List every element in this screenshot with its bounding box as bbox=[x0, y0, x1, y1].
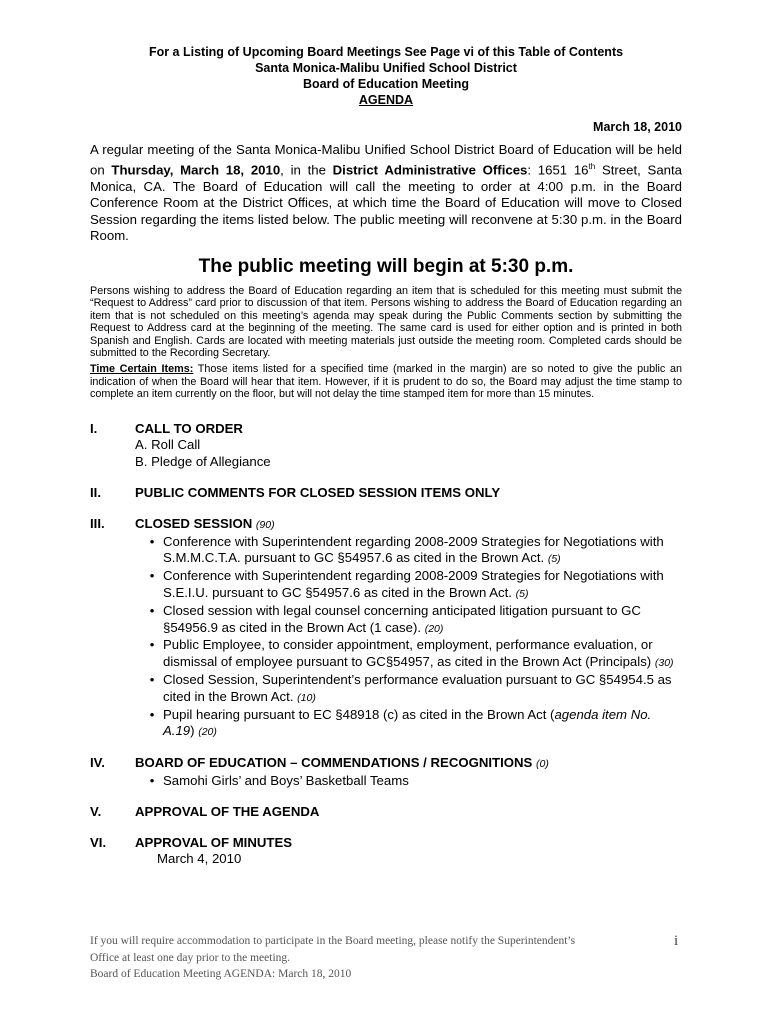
item-minutes: (5) bbox=[515, 587, 529, 600]
section-commendations bbox=[90, 755, 682, 790]
section-title: PUBLIC COMMENTS FOR CLOSED SESSION ITEMS ONLY bbox=[135, 485, 501, 500]
section-number: I. bbox=[90, 420, 98, 436]
time-certain-paragraph bbox=[90, 363, 682, 400]
header-line-2: Santa Monica-Malibu Unified School District bbox=[255, 61, 517, 75]
intro-bold-location: District Administrative Offices bbox=[332, 161, 528, 177]
pledge-item: B. Pledge of Allegiance bbox=[135, 454, 271, 470]
section-public-comments bbox=[90, 485, 682, 502]
intro-text-1: A regular meeting of the Santa Monica-Malibu Unified School District Board of Education will be held on bbox=[90, 142, 682, 177]
item-italic-ref: agenda item No. A.19 bbox=[163, 706, 652, 739]
agenda-title: AGENDA bbox=[358, 93, 414, 107]
item-minutes: (20) bbox=[198, 726, 217, 739]
section-minutes: (90) bbox=[255, 518, 275, 531]
header bbox=[90, 44, 682, 108]
section-number: V. bbox=[90, 803, 102, 819]
minutes-date: March 4, 2010 bbox=[157, 851, 242, 867]
intro-text-2: , in the bbox=[280, 161, 333, 177]
section-title: CLOSED SESSION bbox=[135, 515, 253, 531]
section-title: APPROVAL OF THE AGENDA bbox=[135, 803, 320, 819]
commendations-list bbox=[135, 773, 682, 790]
list-item: • Samohi Girls’ and Boys’ Basketball Teams bbox=[149, 772, 409, 788]
section-number: VI. bbox=[90, 834, 107, 850]
time-certain-text: Those items listed for a specified time (marked in the margin) are so noted to give the public an indication of when the Board will hear that item. However, if it is prudent to do so, the Board may adjust the time stamp to complete an item currently on the floor, but will not delay the time stamped item for more than 15 minutes. bbox=[90, 363, 682, 401]
list-item: • Public Employee, to consider appointment, employment, performance evaluation, or dismissal of employee pursuant to GC§54957, as cited in the Brown Act (Principals) (30) bbox=[149, 637, 674, 670]
persons-paragraph: Persons wishing to address the Board of Education regarding an item that is scheduled for this meeting must submit the “Request to Address” card prior to discussion of that item. Persons wishing to address the Board of Education regarding an item that is not scheduled on this meeting’s agenda may speak during the Public Comments section by submitting the Request to Address card at the beginning of the meeting. The same card is used for either option and is printed in both Spanish and English. Cards are located with meeting materials just outside the meeting room. Completed cards should be submitted to the Recording Secretary. bbox=[90, 284, 682, 359]
meeting-date: March 18, 2010 bbox=[593, 120, 682, 134]
agenda-page bbox=[90, 44, 682, 868]
intro-text-3: : 1651 16 bbox=[527, 161, 589, 177]
page-number: i bbox=[674, 933, 679, 949]
item-text: Closed session with legal counsel concerning anticipated litigation pursuant to GC §54956.9 as cited in the Brown Act (1 case). bbox=[163, 602, 641, 635]
item-text: Pupil hearing pursuant to EC §48918 (c) as cited in the Brown Act ( bbox=[163, 706, 555, 722]
intro-bold-date: Thursday, March 18, 2010 bbox=[111, 161, 281, 177]
item-text: Conference with Superintendent regarding 2008-2009 Strategies for Negotiations with S.E.I.U. pursuant to GC §54957.6 as cited in the Brown Act. bbox=[163, 568, 664, 600]
item-text: Conference with Superintendent regarding 2008-2009 Strategies for Negotiations with S.M.M.C.T.A. pursuant to GC §54957.6 as cited in the Brown Act. bbox=[163, 533, 664, 566]
section-title: APPROVAL OF MINUTES bbox=[135, 834, 293, 850]
section-minutes: (0) bbox=[536, 758, 549, 771]
list-item: • Conference with Superintendent regarding 2008-2009 Strategies for Negotiations with S.M.M.C.T.A. pursuant to GC §54957.6 as cited in the Brown Act. (5) bbox=[149, 533, 664, 566]
footer-line-3: Board of Education Meeting AGENDA: March 18, 2010 bbox=[90, 968, 352, 980]
section-number: IV. bbox=[90, 755, 105, 771]
section-call-to-order bbox=[90, 421, 682, 471]
section-closed-session bbox=[90, 516, 682, 741]
item-minutes: (10) bbox=[297, 691, 316, 704]
intro-paragraph bbox=[90, 142, 682, 245]
section-number: III. bbox=[90, 515, 105, 531]
roll-call-item: A. Roll Call bbox=[135, 437, 201, 453]
header-line-3: Board of Education Meeting bbox=[303, 77, 469, 91]
item-text: Samohi Girls’ and Boys’ Basketball Teams bbox=[163, 772, 409, 788]
item-minutes: (30) bbox=[654, 657, 674, 670]
list-item: • Closed session with legal counsel concerning anticipated litigation pursuant to GC §54956.9 as cited in the Brown Act (1 case). (20) bbox=[149, 602, 641, 635]
list-item: • Closed Session, Superintendent’s performance evaluation pursuant to GC §54954.5 as cited in the Brown Act. (10) bbox=[149, 671, 672, 704]
section-approval-minutes bbox=[90, 835, 682, 869]
item-text-close: ) bbox=[190, 723, 195, 739]
header-line-1: For a Listing of Upcoming Board Meetings See Page vi of this Table of Contents bbox=[148, 45, 624, 59]
item-text: Public Employee, to consider appointment, employment, performance evaluation, or dismissal of employee pursuant to GC§54957, as cited in the Brown Act (Principals) bbox=[163, 637, 653, 670]
closed-session-list bbox=[135, 534, 682, 742]
section-title: CALL TO ORDER bbox=[135, 420, 243, 436]
item-minutes: (5) bbox=[547, 553, 561, 566]
footer bbox=[90, 933, 690, 983]
list-item: • Conference with Superintendent regarding 2008-2009 Strategies for Negotiations with S.E.I.U. pursuant to GC §54957.6 as cited in the Brown Act. (5) bbox=[149, 568, 664, 600]
section-title: BOARD OF EDUCATION – COMMENDATIONS / RECOGNITIONS bbox=[135, 755, 533, 771]
public-begin-heading: The public meeting will begin at 5:30 p.m. bbox=[198, 255, 574, 277]
section-approval-agenda bbox=[90, 804, 682, 821]
item-text: Closed Session, Superintendent’s performance evaluation pursuant to GC §54954.5 as cited in the Brown Act. bbox=[163, 671, 672, 704]
intro-text-4: Street, Santa Monica, CA. The Board of Education will call the meeting to order at 4:00 p.m. in the Board Conference Room at the District Offices, at which time the Board of Education will move to Closed Session regarding the items listed below. The public meeting will reconvene at 5:30 p.m. in the Board Room. bbox=[90, 161, 682, 244]
intro-sup: th bbox=[588, 161, 596, 171]
list-item: • Pupil hearing pursuant to EC §48918 (c) as cited in the Brown Act (agenda item No. A.19) (20) bbox=[149, 706, 652, 739]
footer-line-1: If you will require accommodation to participate in the Board meeting, please notify the Superintendent’s bbox=[90, 935, 576, 947]
item-minutes: (20) bbox=[424, 622, 444, 635]
footer-line-2: Office at least one day prior to the meeting. bbox=[90, 951, 291, 964]
time-certain-label: Time Certain Items: bbox=[90, 363, 194, 376]
section-number: II. bbox=[90, 485, 101, 500]
